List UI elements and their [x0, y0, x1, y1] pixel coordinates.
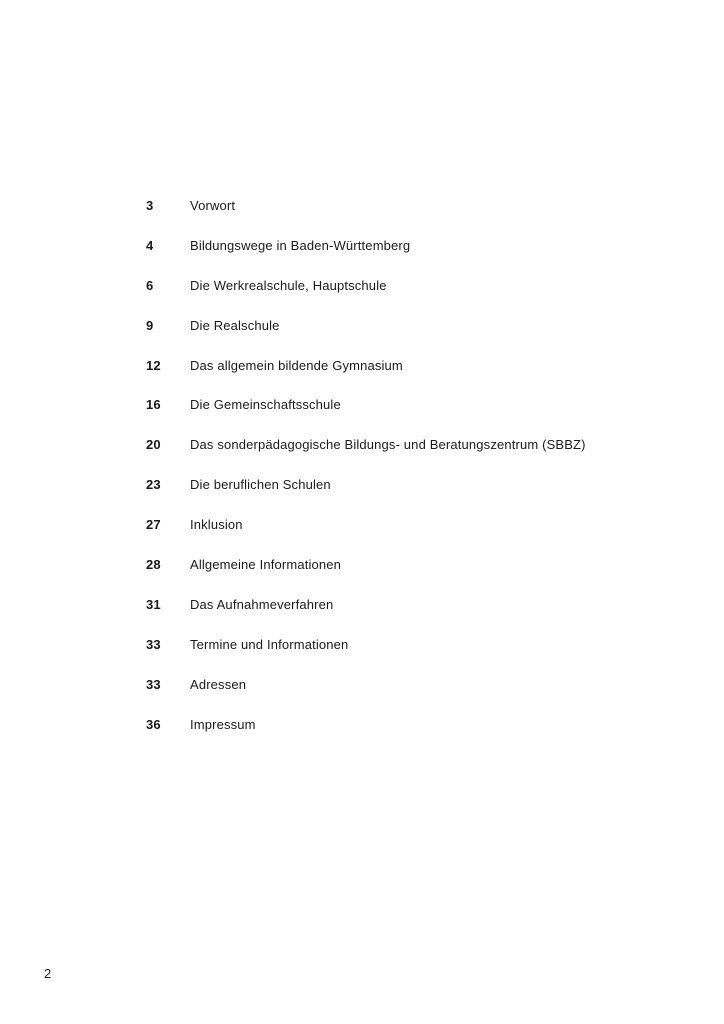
toc-title: Adressen — [190, 676, 247, 692]
toc-entry[interactable] — [146, 238, 666, 278]
toc-page-number: 36 — [146, 716, 161, 732]
toc-page-number: 33 — [146, 636, 161, 652]
toc-entry[interactable] — [146, 637, 666, 677]
toc-title: Termine und Informationen — [190, 636, 349, 652]
toc-page-number: 3 — [146, 198, 154, 213]
toc-title: Die Realschule — [190, 317, 280, 333]
toc-entry[interactable] — [146, 677, 666, 717]
toc-page-number: 12 — [146, 357, 161, 373]
toc-title: Das sonderpädagogische Bildungs- und Beratungszentrum (SBBZ) — [190, 437, 586, 453]
toc-entry[interactable] — [146, 717, 666, 757]
toc-page-number: 9 — [146, 317, 154, 333]
toc-page-number: 4 — [146, 237, 154, 253]
toc-page-number: 20 — [146, 437, 161, 453]
toc-entry[interactable] — [146, 437, 666, 477]
toc-title: Allgemeine Informationen — [190, 557, 342, 573]
toc-title: Die Gemeinschaftsschule — [190, 397, 341, 413]
toc-page-number: 16 — [146, 397, 161, 413]
toc-page-number: 23 — [146, 477, 161, 493]
toc-entry[interactable] — [146, 397, 666, 437]
toc-page-number: 33 — [146, 676, 161, 692]
toc-title: Inklusion — [190, 517, 243, 533]
toc-entry[interactable] — [146, 318, 666, 358]
toc-title: Die beruflichen Schulen — [190, 477, 331, 493]
toc-title: Impressum — [190, 716, 256, 732]
toc-title: Vorwort — [190, 198, 236, 213]
toc-entry[interactable] — [146, 557, 666, 597]
toc-page-number: 6 — [146, 277, 154, 293]
toc-entry[interactable] — [146, 477, 666, 517]
toc-title: Das Aufnahmeverfahren — [190, 596, 334, 612]
toc-page-number: 28 — [146, 557, 161, 573]
toc-title: Die Werkrealschule, Hauptschule — [190, 277, 387, 293]
toc-page-number: 27 — [146, 517, 161, 533]
toc-page-number: 31 — [146, 596, 161, 612]
toc-title: Bildungswege in Baden-Württemberg — [190, 237, 411, 253]
toc-entry[interactable] — [146, 517, 666, 557]
toc-title: Das allgemein bildende Gymnasium — [190, 357, 403, 373]
toc-entry[interactable] — [146, 198, 666, 238]
table-of-contents — [146, 198, 666, 756]
footer-page-number: 2 — [44, 966, 52, 981]
toc-entry[interactable] — [146, 278, 666, 318]
toc-entry[interactable] — [146, 597, 666, 637]
toc-entry[interactable] — [146, 358, 666, 398]
